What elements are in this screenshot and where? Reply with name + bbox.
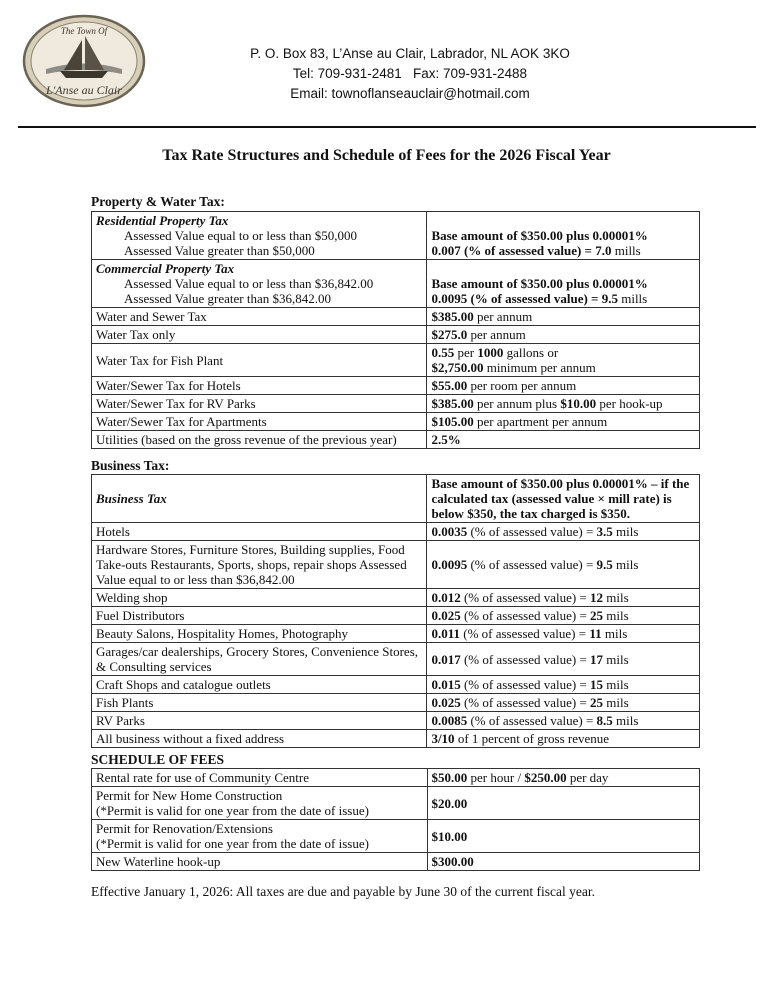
commercial-line1: Assessed Value equal to or less than $36,842.00 xyxy=(124,276,374,291)
table-row xyxy=(92,326,700,344)
table-row xyxy=(92,344,700,377)
table-row xyxy=(92,377,700,395)
waterline-label: New Waterline hook-up xyxy=(92,853,428,871)
utilities-value: 2.5% xyxy=(427,431,700,449)
new-home-value: $20.00 xyxy=(427,787,699,820)
business-row-rate: 0.025 (% of assessed value) = 25 mils xyxy=(427,607,700,625)
apartments-water-label: Water/Sewer Tax for Apartments xyxy=(92,413,427,431)
table-row xyxy=(92,523,700,541)
table-row xyxy=(92,413,700,431)
contact-block xyxy=(200,44,620,104)
business-row-label: Craft Shops and catalogue outlets xyxy=(92,676,427,694)
waterline-value: $300.00 xyxy=(427,853,699,871)
commercial-label: Commercial Property Tax xyxy=(96,261,235,276)
property-tax-heading: Property & Water Tax: xyxy=(91,194,225,209)
business-rows xyxy=(92,523,700,730)
business-row-rate: 0.012 (% of assessed value) = 12 mils xyxy=(427,589,700,607)
fees-heading: SCHEDULE OF FEES xyxy=(91,752,225,767)
business-row-rate: 0.0095 (% of assessed value) = 9.5 mils xyxy=(427,541,700,589)
table-row xyxy=(92,589,700,607)
business-row-rate: 0.0035 (% of assessed value) = 3.5 mils xyxy=(427,523,700,541)
business-row-label: Welding shop xyxy=(92,589,427,607)
residential-value-cell xyxy=(427,212,700,260)
business-header-label: Business Tax xyxy=(96,491,167,506)
business-row-rate: 0.017 (% of assessed value) = 17 mils xyxy=(427,643,700,676)
business-row-label: Fish Plants xyxy=(92,694,427,712)
table-row xyxy=(92,643,700,676)
business-tax-heading: Business Tax: xyxy=(91,458,170,473)
apartments-water-value: $105.00 per apartment per annum xyxy=(427,413,700,431)
residential-label-cell xyxy=(92,212,427,260)
header-divider xyxy=(18,126,756,128)
business-row-label: Hotels xyxy=(92,523,427,541)
rv-parks-water-value: $385.00 per annum plus $10.00 per hook-up xyxy=(427,395,700,413)
residential-value1: Base amount of $350.00 plus 0.00001% xyxy=(431,228,648,243)
email-line: Email: townoflanseauclair@hotmail.com xyxy=(290,86,530,101)
residential-value2: 0.007 (% of assessed value) = 7.0 mills xyxy=(431,243,641,258)
renovation-value: $10.00 xyxy=(427,820,699,853)
logo-bottom-text: L'Anse au Clair xyxy=(46,83,122,97)
business-row-rate: 0.011 (% of assessed value) = 11 mils xyxy=(427,625,700,643)
rv-parks-water-label: Water/Sewer Tax for RV Parks xyxy=(92,395,427,413)
table-row xyxy=(92,212,700,260)
water-only-label: Water Tax only xyxy=(92,326,427,344)
business-tax-table xyxy=(91,474,700,748)
commercial-value1: Base amount of $350.00 plus 0.00001% xyxy=(431,276,648,291)
table-row xyxy=(92,853,700,871)
property-tax-table xyxy=(91,211,700,449)
community-centre-value: $50.00 per hour / $250.00 per day xyxy=(427,769,699,787)
table-row xyxy=(92,694,700,712)
business-header-value: Base amount of $350.00 plus 0.00001% – if the calculated tax (assessed value × mill rate) is below $350, the tax charged is $350. xyxy=(427,475,700,523)
table-row xyxy=(92,625,700,643)
business-row-rate: 0.0085 (% of assessed value) = 8.5 mils xyxy=(427,712,700,730)
table-row xyxy=(92,730,700,748)
table-row xyxy=(92,308,700,326)
table-row xyxy=(92,787,700,820)
business-row-rate: 0.025 (% of assessed value) = 25 mils xyxy=(427,694,700,712)
residential-line1: Assessed Value equal to or less than $50,000 xyxy=(124,228,358,243)
business-row-label: RV Parks xyxy=(92,712,427,730)
residential-line2: Assessed Value greater than $50,000 xyxy=(124,243,315,258)
business-row-label: Fuel Distributors xyxy=(92,607,427,625)
business-header-label-cell xyxy=(92,475,427,523)
business-row-rate: 0.015 (% of assessed value) = 15 mils xyxy=(427,676,700,694)
residential-label: Residential Property Tax xyxy=(96,213,229,228)
fish-plant-label: Water Tax for Fish Plant xyxy=(92,344,427,377)
hotels-water-value: $55.00 per room per annum xyxy=(427,377,700,395)
town-logo xyxy=(22,14,146,108)
commercial-line2: Assessed Value greater than $36,842.00 xyxy=(124,291,331,306)
water-sewer-label: Water and Sewer Tax xyxy=(92,308,427,326)
table-row xyxy=(92,607,700,625)
renovation-label: Permit for Renovation/Extensions (*Permit is valid for one year from the date of issue) xyxy=(92,820,428,853)
address-line: P. O. Box 83, L’Anse au Clair, Labrador, NL AOK 3KO xyxy=(250,46,570,61)
water-only-value: $275.0 per annum xyxy=(427,326,700,344)
utilities-label: Utilities (based on the gross revenue of the previous year) xyxy=(92,431,427,449)
hotels-water-label: Water/Sewer Tax for Hotels xyxy=(92,377,427,395)
commercial-value2: 0.0095 (% of assessed value) = 9.5 mills xyxy=(431,291,648,306)
business-row-label: Garages/car dealerships, Grocery Stores, Convenience Stores, & Consulting services xyxy=(92,643,427,676)
table-row xyxy=(92,260,700,308)
table-row xyxy=(92,712,700,730)
document-title: Tax Rate Structures and Schedule of Fees for the 2026 Fiscal Year xyxy=(162,147,611,164)
community-centre-label: Rental rate for use of Community Centre xyxy=(92,769,428,787)
table-row xyxy=(92,541,700,589)
water-sewer-value: $385.00 per annum xyxy=(427,308,700,326)
table-row xyxy=(92,395,700,413)
footer-note: Effective January 1, 2026: All taxes are due and payable by June 30 of the current fiscal year. xyxy=(91,884,595,899)
commercial-label-cell xyxy=(92,260,427,308)
no-address-value: 3/10 of 1 percent of gross revenue xyxy=(427,730,700,748)
no-address-label: All business without a fixed address xyxy=(92,730,427,748)
new-home-label: Permit for New Home Construction (*Permit is valid for one year from the date of issue) xyxy=(92,787,428,820)
logo-top-text: The Town Of xyxy=(60,26,108,36)
table-row xyxy=(92,475,700,523)
fees-table xyxy=(91,768,700,871)
table-row xyxy=(92,676,700,694)
commercial-value-cell xyxy=(427,260,700,308)
business-row-label: Beauty Salons, Hospitality Homes, Photography xyxy=(92,625,427,643)
town-logo-emblem xyxy=(22,14,146,108)
phone-line: Tel: 709-931-2481 Fax: 709-931-2488 xyxy=(292,66,528,81)
fish-plant-value: 0.55 per 1000 gallons or $2,750.00 minimum per annum xyxy=(427,344,700,377)
business-row-label: Hardware Stores, Furniture Stores, Building supplies, Food Take-outs Restaurants, Sports, shops, repair shops Assessed Value equal to or less than $36,842.00 xyxy=(92,541,427,589)
table-row xyxy=(92,431,700,449)
table-row xyxy=(92,820,700,853)
table-row xyxy=(92,769,700,787)
